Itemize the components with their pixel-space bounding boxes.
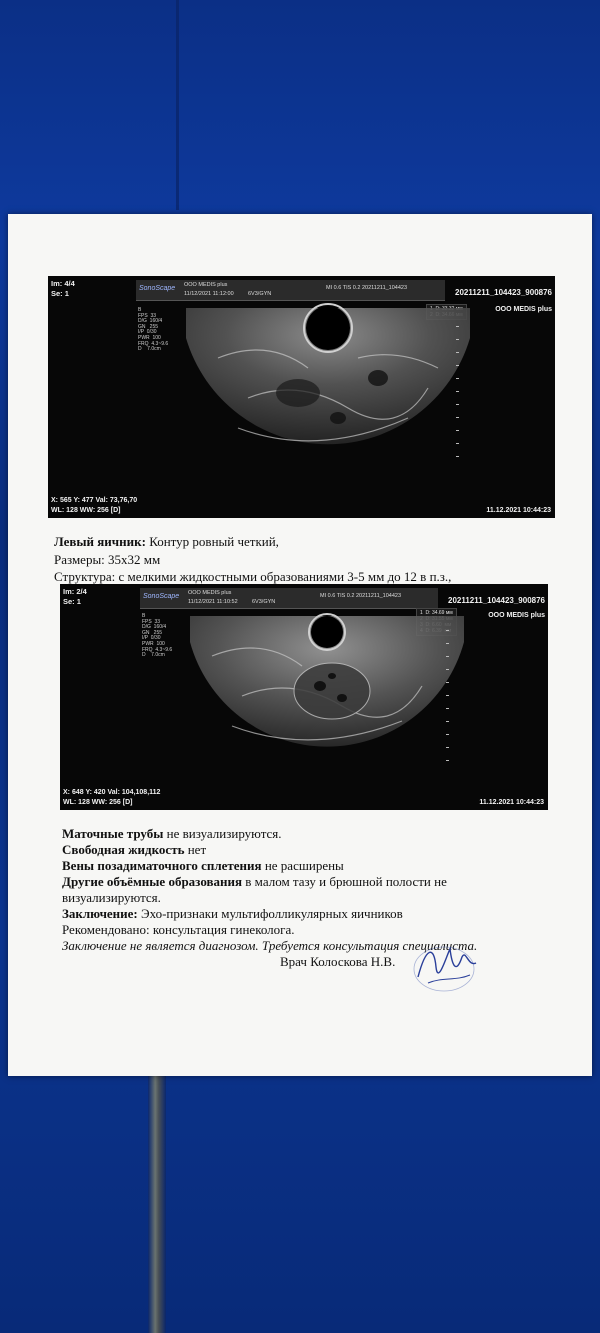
tubes-line [62, 826, 282, 842]
fluid-label: Свободная жидкость [62, 842, 185, 857]
header-probe: 6V3/GYN [252, 599, 276, 605]
series-index: Se: 1 [51, 289, 69, 298]
left-ovary-label: Левый яичник: [54, 534, 146, 549]
veins-line [62, 858, 344, 874]
conclusion-label: Заключение: [62, 906, 138, 921]
seat-seam [176, 0, 179, 210]
left-ovary-text: Контур ровный четкий, [145, 534, 279, 549]
header-clinic: ООО MEDIS plus [184, 282, 228, 288]
ultrasound-image-2 [60, 584, 548, 810]
disclaimer-line: Заключение не является диагнозом. Требуется консультация специалиста. [62, 938, 478, 953]
masses-line [62, 874, 447, 890]
masses-text: в малом тазу и брюшной полости не [242, 874, 447, 889]
study-id: 20211211_104423_900876 [448, 596, 545, 605]
brand-logo: SonoScape [143, 593, 180, 600]
depth-scale [456, 326, 458, 469]
cursor-readout: X: 565 Y: 477 Val: 73,76,70 [51, 497, 138, 504]
tubes-text: не визуализируются. [163, 826, 282, 841]
organization: ООО MEDIS plus [488, 612, 545, 619]
organization: ООО MEDIS plus [495, 306, 552, 313]
report-page [8, 214, 592, 1076]
series-index: Se: 1 [63, 597, 81, 606]
header-clinic: ООО MEDIS plus [188, 590, 232, 596]
ultrasound-image-1 [48, 276, 555, 518]
brand-logo: SonoScape [139, 285, 176, 292]
masses-line-2: визуализируются. [62, 890, 161, 905]
window-level: WL: 128 WW: 256 [D] [51, 507, 121, 514]
masses-label: Другие объёмные образования [62, 874, 243, 889]
ultrasound-scan-fan [182, 606, 472, 778]
veins-text: не расширены [261, 858, 344, 873]
depth-scale [446, 630, 448, 773]
left-ovary-line [54, 534, 279, 550]
scan-parameters: B FPS 33 D/G 160/4 GN 255 I/P 0/30 PWR 100 FRQ 4.3~9.6 D 7.0cm [142, 613, 173, 659]
seat-seam-worn [148, 1070, 166, 1333]
header-datetime: 11/12/2021 11:10:52 [188, 599, 238, 605]
conclusion-line [62, 906, 403, 922]
window-level: WL: 128 WW: 256 [D] [63, 799, 133, 806]
image-index: Im: 4/4 [51, 279, 75, 288]
veins-label: Вены позадиматочного сплетения [62, 858, 262, 873]
image-timestamp: 11.12.2021 10:44:23 [479, 799, 544, 806]
fluid-line [62, 842, 206, 858]
fluid-text: нет [184, 842, 207, 857]
measurements-box: 1 D: 34.69 мм [416, 608, 457, 636]
header-probe: 6V3/GYN [248, 291, 272, 297]
sizes-line: Размеры: 35x32 мм [54, 552, 161, 567]
header-mi: MI 0.6 TIS 0.2 20211211_104423 [320, 593, 402, 599]
structure-line: Структура: с мелкими жидкостными образованиями 3-5 мм до 12 в п.з., [54, 569, 452, 584]
doctor-line: Врач Колоскова Н.В. [280, 954, 396, 969]
image-timestamp: 11.12.2021 10:44:23 [486, 507, 551, 514]
tubes-label: Маточные трубы [62, 826, 164, 841]
image-index: Im: 2/4 [63, 587, 87, 596]
header-mi: MI 0.6 TIS 0.2 20211211_104423 [326, 285, 408, 291]
study-id: 20211211_104423_900876 [455, 288, 552, 297]
ultrasound-scan-fan [178, 298, 478, 478]
doctor-signature [406, 937, 486, 997]
conclusion-text: Эхо-признаки мультифолликулярных яичников [137, 906, 403, 921]
scan-parameters: B FPS 33 D/G 160/4 GN 255 I/P 0/30 PWR 100 FRQ 4.3~9.6 D 7.0cm [138, 307, 169, 353]
header-datetime: 11/12/2021 11:12:00 [184, 291, 234, 297]
cursor-readout: X: 648 Y: 420 Val: 104,108,112 [63, 789, 161, 796]
recommendation-line: Рекомендовано: консультация гинеколога. [62, 922, 295, 937]
